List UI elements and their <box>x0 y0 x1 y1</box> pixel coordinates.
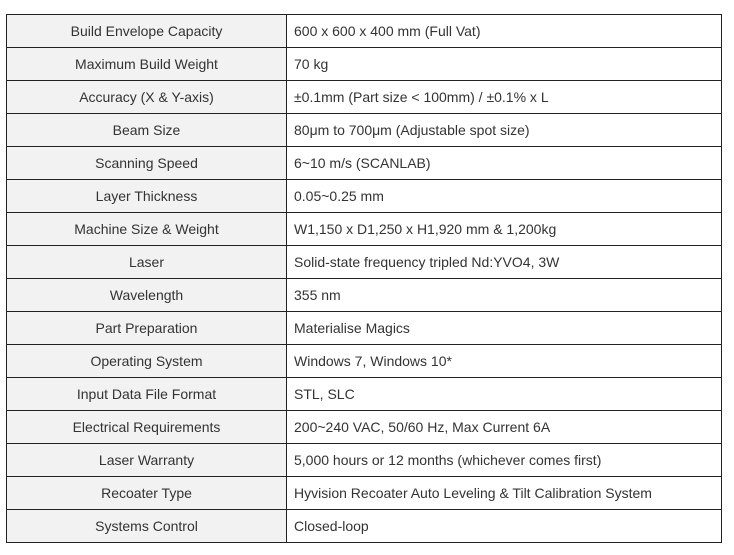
spec-value-laser-warranty: 5,000 hours or 12 months (whichever comes first) <box>287 444 722 477</box>
spec-value-systems-control: Closed-loop <box>287 510 722 543</box>
table-row <box>7 411 722 444</box>
spec-value-laser: Solid-state frequency tripled Nd:YVO4, 3W <box>287 246 722 279</box>
table-row <box>7 15 722 48</box>
spec-value-part-preparation: Materialise Magics <box>287 312 722 345</box>
table-row <box>7 378 722 411</box>
spec-value-layer-thickness: 0.05~0.25 mm <box>287 180 722 213</box>
table-row <box>7 345 722 378</box>
table-row <box>7 444 722 477</box>
spec-value-beam-size: 80μm to 700μm (Adjustable spot size) <box>287 114 722 147</box>
spec-value-electrical-requirements: 200~240 VAC, 50/60 Hz, Max Current 6A <box>287 411 722 444</box>
table-row <box>7 510 722 543</box>
spec-value-accuracy: ±0.1mm (Part size < 100mm) / ±0.1% x L <box>287 81 722 114</box>
spec-label-layer-thickness: Layer Thickness <box>7 180 287 213</box>
spec-label-input-data-file-format: Input Data File Format <box>7 378 287 411</box>
spec-label-part-preparation: Part Preparation <box>7 312 287 345</box>
spec-label-systems-control: Systems Control <box>7 510 287 543</box>
table-row <box>7 114 722 147</box>
spec-label-recoater-type: Recoater Type <box>7 477 287 510</box>
specifications-table <box>6 14 722 543</box>
table-row <box>7 180 722 213</box>
spec-label-operating-system: Operating System <box>7 345 287 378</box>
spec-label-build-envelope-capacity: Build Envelope Capacity <box>7 15 287 48</box>
table-row <box>7 48 722 81</box>
spec-label-laser: Laser <box>7 246 287 279</box>
spec-value-wavelength: 355 nm <box>287 279 722 312</box>
table-row <box>7 246 722 279</box>
spec-label-machine-size-weight: Machine Size & Weight <box>7 213 287 246</box>
spec-value-scanning-speed: 6~10 m/s (SCANLAB) <box>287 147 722 180</box>
spec-label-beam-size: Beam Size <box>7 114 287 147</box>
table-row <box>7 279 722 312</box>
spec-label-maximum-build-weight: Maximum Build Weight <box>7 48 287 81</box>
spec-value-machine-size-weight: W1,150 x D1,250 x H1,920 mm & 1,200kg <box>287 213 722 246</box>
table-row <box>7 147 722 180</box>
spec-value-operating-system: Windows 7, Windows 10* <box>287 345 722 378</box>
table-row <box>7 312 722 345</box>
spec-label-electrical-requirements: Electrical Requirements <box>7 411 287 444</box>
table-row <box>7 213 722 246</box>
spec-label-laser-warranty: Laser Warranty <box>7 444 287 477</box>
table-row <box>7 81 722 114</box>
table-row <box>7 477 722 510</box>
spec-value-input-data-file-format: STL, SLC <box>287 378 722 411</box>
spec-value-build-envelope-capacity: 600 x 600 x 400 mm (Full Vat) <box>287 15 722 48</box>
spec-label-scanning-speed: Scanning Speed <box>7 147 287 180</box>
spec-value-recoater-type: Hyvision Recoater Auto Leveling & Tilt Calibration System <box>287 477 722 510</box>
spec-label-wavelength: Wavelength <box>7 279 287 312</box>
specifications-table-body <box>7 15 722 543</box>
spec-value-maximum-build-weight: 70 kg <box>287 48 722 81</box>
spec-label-accuracy: Accuracy (X & Y-axis) <box>7 81 287 114</box>
